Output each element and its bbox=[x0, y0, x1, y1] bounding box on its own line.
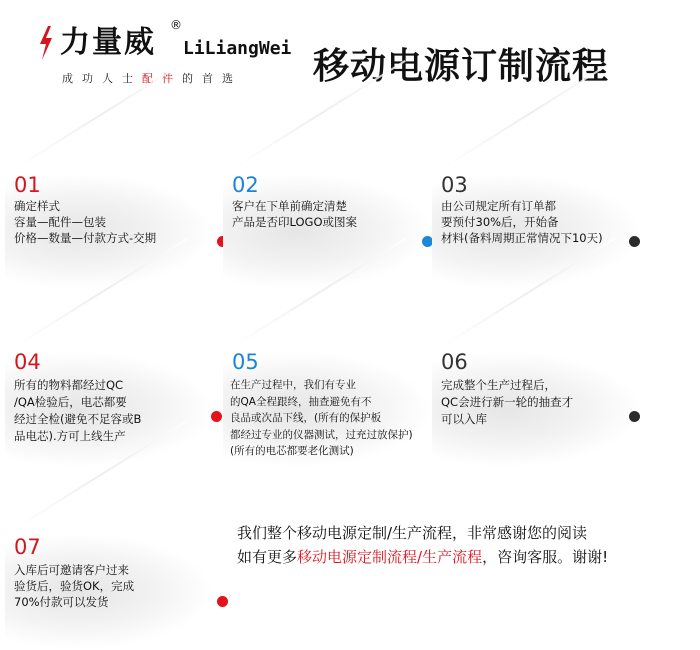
step-dot-04 bbox=[211, 411, 222, 422]
registered-mark: ® bbox=[170, 18, 182, 32]
step-number-03: 03 bbox=[441, 173, 468, 197]
step-number-07: 07 bbox=[14, 535, 41, 559]
step-number-02: 02 bbox=[232, 173, 259, 197]
step-number-01: 01 bbox=[14, 173, 41, 197]
step-text-06: 完成整个生产过程后， QC会进行新一轮的抽查才 可以入库 bbox=[441, 378, 574, 426]
step-text-04: 所有的物料都经过QC /QA检验后，电芯都要 经过全检(避免不足容或B 品电芯).方可上线生产 bbox=[14, 378, 142, 443]
step-text-02: 客户在下单前确定清楚 产品是否印LOGO或图案 bbox=[232, 199, 358, 229]
lightning-bolt-icon bbox=[38, 26, 54, 60]
closing-highlight: 移动电源定制流程/生产流程 bbox=[297, 548, 483, 566]
step-dot-07 bbox=[217, 596, 228, 607]
brand-slogan: 成功人士配件的首选 bbox=[62, 72, 242, 85]
step-text-01: 确定样式 容量—配件—包装 价格—数量—付款方式-交期 bbox=[14, 199, 157, 245]
brand-name-english: LiLiangWei bbox=[183, 38, 292, 59]
step-dot-03 bbox=[629, 236, 640, 247]
page-title: 移动电源订制流程 bbox=[313, 46, 610, 87]
closing-line-2: 如有更多移动电源定制流程/生产流程，咨询客服。谢谢! bbox=[237, 548, 609, 566]
closing-line-1: 我们整个移动电源定制/生产流程，非常感谢您的阅读 bbox=[237, 524, 588, 542]
step-dot-06 bbox=[629, 411, 640, 422]
step-text-07: 入库后可邀请客户过来 验货后，验货OK，完成 70%付款可以发货 bbox=[14, 563, 135, 609]
brand-name-chinese: 力量威 bbox=[60, 25, 156, 60]
step-text-05: 在生产过程中，我们有专业 的QA全程跟终，抽查避免有不 良品或次品下线，(所有的保护板 都经过专业的仪器测试，过充过放保护) (所有的电芯都要老化测试) bbox=[230, 379, 413, 457]
step-number-06: 06 bbox=[441, 350, 468, 374]
step-text-03: 由公司规定所有订单都 要预付30%后，开始备 材料(备料周期正常情况下10天) bbox=[441, 199, 603, 245]
step-number-04: 04 bbox=[14, 350, 41, 374]
step-number-05: 05 bbox=[232, 350, 259, 374]
